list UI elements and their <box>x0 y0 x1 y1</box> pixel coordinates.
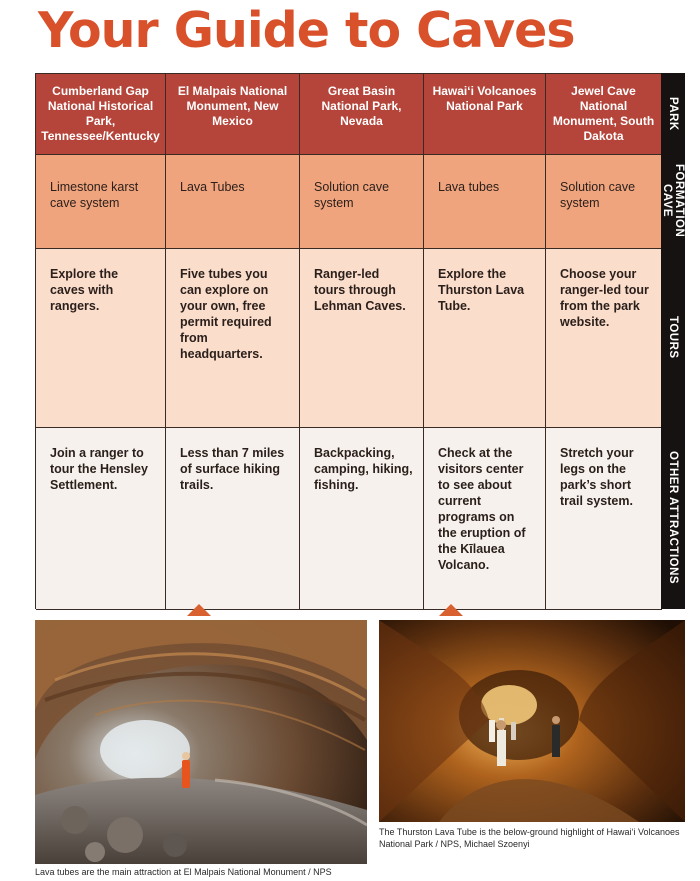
lava-tube-cave-illustration <box>35 620 367 864</box>
photo-pointer-right-icon <box>439 604 463 616</box>
row-label-cave-formation <box>661 154 685 248</box>
other-cumberland: Join a ranger to tour the Hensley Settlement. <box>36 428 166 610</box>
other-el-malpais: Less than 7 miles of surface hiking trails. <box>166 428 300 610</box>
formation-hawaii: Lava tubes <box>424 155 546 249</box>
row-label-cave: CAVE <box>661 184 673 218</box>
formation-cumberland: Limestone karst cave system <box>36 155 166 249</box>
tours-cumberland: Explore the caves with rangers. <box>36 249 166 428</box>
park-name-cumberland: Cumberland Gap National Historical Park, Tennessee/Kentucky <box>36 74 166 155</box>
park-name-el-malpais: El Malpais National Monument, New Mexico <box>166 74 300 155</box>
photo-pointer-left-icon <box>187 604 211 616</box>
row-label-other-attractions: OTHER ATTRACTIONS <box>661 427 685 609</box>
thurston-lava-tube-photo <box>379 620 685 822</box>
left-photo-caption: Lava tubes are the main attraction at El Malpais National Monument / NPS <box>35 867 332 877</box>
right-photo-caption: The Thurston Lava Tube is the below-ground highlight of Hawai‘i Volcanoes National Park / NPS, Michael Szoenyi <box>379 827 680 849</box>
tours-jewel-cave: Choose your ranger-led tour from the park website. <box>546 249 662 428</box>
page-title: Your Guide to Caves <box>38 2 575 59</box>
cave-guide-table <box>35 73 661 609</box>
el-malpais-lava-tube-photo <box>35 620 367 864</box>
park-name-jewel-cave: Jewel Cave National Monument, South Dakota <box>546 74 662 155</box>
thurston-tube-illustration <box>379 620 685 822</box>
formation-great-basin: Solution cave system <box>300 155 424 249</box>
row-label-tours: TOURS <box>661 248 685 427</box>
park-name-hawaii: Hawai‘i Volcanoes National Park <box>424 74 546 155</box>
other-hawaii: Check at the visitors center to see about current programs on the eruption of the Kīlauea Volcano. <box>424 428 546 610</box>
formation-jewel-cave: Solution cave system <box>546 155 662 249</box>
other-great-basin: Backpacking, camping, hiking, fishing. <box>300 428 424 610</box>
row-label-formation: FORMATION <box>673 164 685 238</box>
row-label-park: PARK <box>661 73 685 154</box>
formation-el-malpais: Lava Tubes <box>166 155 300 249</box>
tours-great-basin: Ranger-led tours through Lehman Caves. <box>300 249 424 428</box>
park-name-great-basin: Great Basin National Park, Nevada <box>300 74 424 155</box>
other-jewel-cave: Stretch your legs on the park’s short trail system. <box>546 428 662 610</box>
tours-hawaii: Explore the Thurston Lava Tube. <box>424 249 546 428</box>
tours-el-malpais: Five tubes you can explore on your own, free permit required from headquarters. <box>166 249 300 428</box>
